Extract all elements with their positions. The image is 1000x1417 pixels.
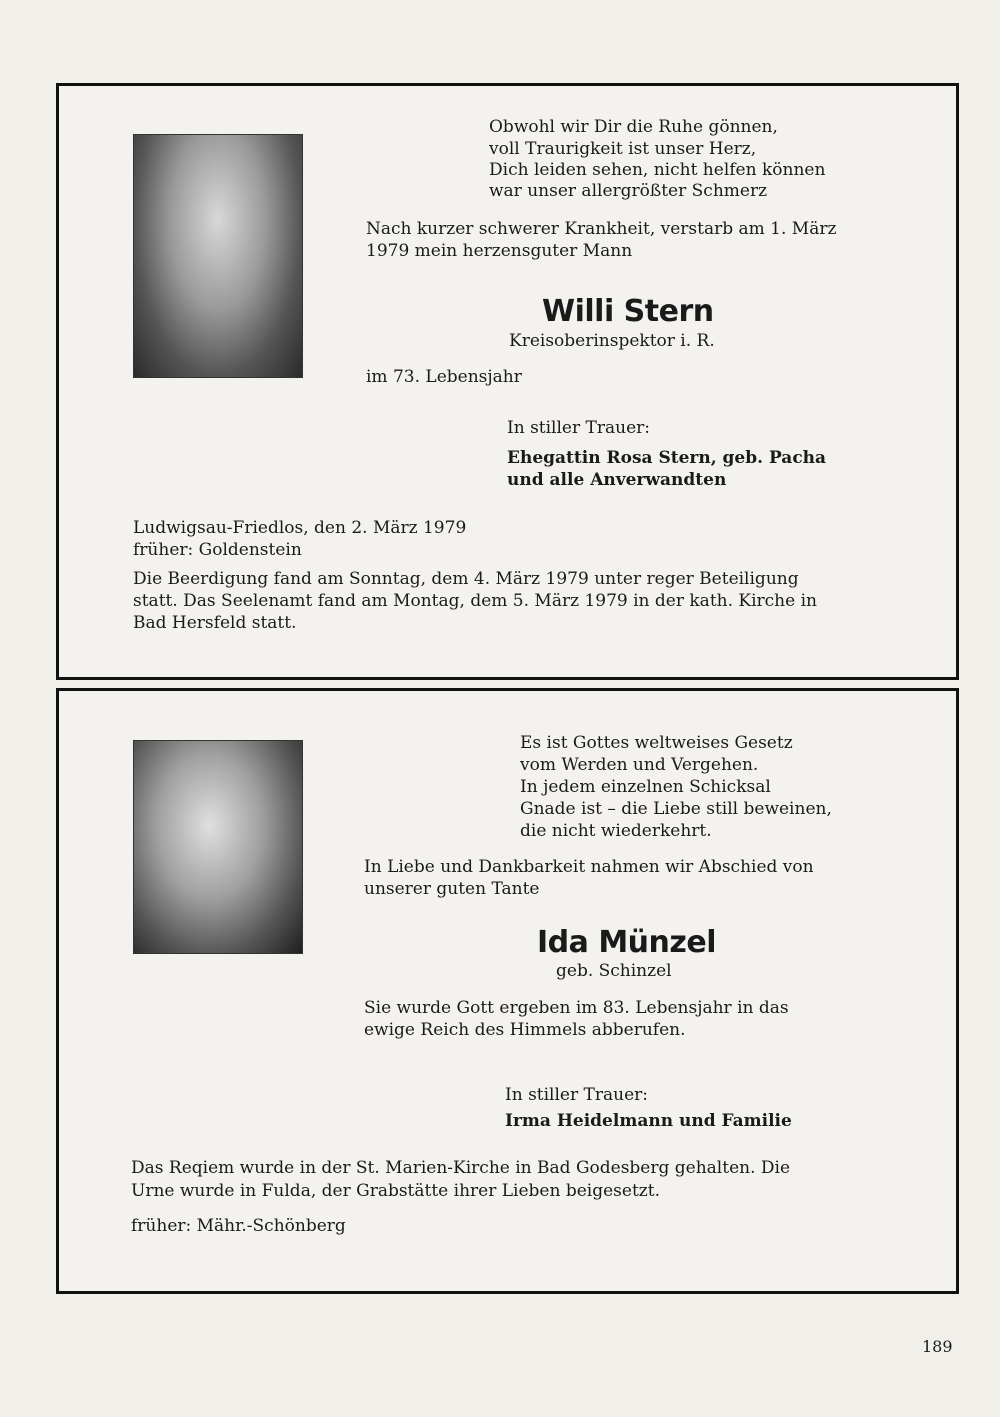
- poem-line: Obwohl wir Dir die Ruhe gönnen,: [489, 117, 778, 137]
- mourner-line: und alle Anverwandten: [507, 470, 727, 490]
- mourner-line: Irma Heidelmann und Familie: [505, 1111, 792, 1131]
- page-number: 189: [922, 1337, 953, 1356]
- mourning-label: In stiller Trauer:: [505, 1085, 648, 1105]
- portrait-photo-willi-stern: [133, 134, 303, 378]
- announcement-line: Nach kurzer schwerer Krankheit, verstarb am 1. März: [366, 219, 837, 239]
- maiden-name: geb. Schinzel: [556, 961, 672, 981]
- funeral-line: statt. Das Seelenamt fand am Montag, dem 5. März 1979 in der kath. Kirche in: [133, 591, 817, 611]
- mourning-label: In stiller Trauer:: [507, 418, 650, 438]
- announcement-line: In Liebe und Dankbarkeit nahmen wir Abschied von: [364, 857, 814, 877]
- poem-line: war unser allergrößter Schmerz: [489, 181, 768, 201]
- deceased-title: Kreisoberinspektor i. R.: [509, 331, 715, 351]
- announcement-line: unserer guten Tante: [364, 879, 540, 899]
- poem-line: In jedem einzelnen Schicksal: [520, 777, 771, 797]
- requiem-line: Das Reqiem wurde in der St. Marien-Kirche in Bad Godesberg gehalten. Die: [131, 1158, 791, 1178]
- funeral-line: Die Beerdigung fand am Sonntag, dem 4. März 1979 unter reger Beteiligung: [133, 569, 799, 589]
- poem-line: Es ist Gottes weltweises Gesetz: [520, 733, 793, 753]
- formerly-text: früher: Mähr.-Schönberg: [131, 1216, 346, 1236]
- death-line: Sie wurde Gott ergeben im 83. Lebensjahr in das: [364, 998, 789, 1018]
- obituary-notice-ida-muenzel: [56, 688, 959, 1294]
- age-text: im 73. Lebensjahr: [366, 367, 522, 387]
- formerly-text: früher: Goldenstein: [133, 540, 302, 560]
- poem-line: Dich leiden sehen, nicht helfen können: [489, 160, 826, 180]
- announcement-line: 1979 mein herzensguter Mann: [366, 241, 633, 261]
- death-line: ewige Reich des Himmels abberufen.: [364, 1020, 686, 1040]
- poem-line: die nicht wiederkehrt.: [520, 821, 712, 841]
- requiem-line: Urne wurde in Fulda, der Grabstätte ihrer Lieben beigesetzt.: [131, 1181, 660, 1201]
- place-date: Ludwigsau-Friedlos, den 2. März 1979: [133, 518, 467, 538]
- portrait-photo-ida-muenzel: [133, 740, 303, 954]
- obituary-notice-willi-stern: [56, 83, 959, 680]
- deceased-name: Willi Stern: [542, 294, 714, 329]
- funeral-line: Bad Hersfeld statt.: [133, 613, 297, 633]
- poem-line: vom Werden und Vergehen.: [520, 755, 759, 775]
- mourner-line: Ehegattin Rosa Stern, geb. Pacha: [507, 448, 827, 468]
- poem-line: Gnade ist – die Liebe still beweinen,: [520, 799, 832, 819]
- poem-line: voll Traurigkeit ist unser Herz,: [489, 139, 757, 159]
- deceased-name: Ida Münzel: [537, 925, 716, 960]
